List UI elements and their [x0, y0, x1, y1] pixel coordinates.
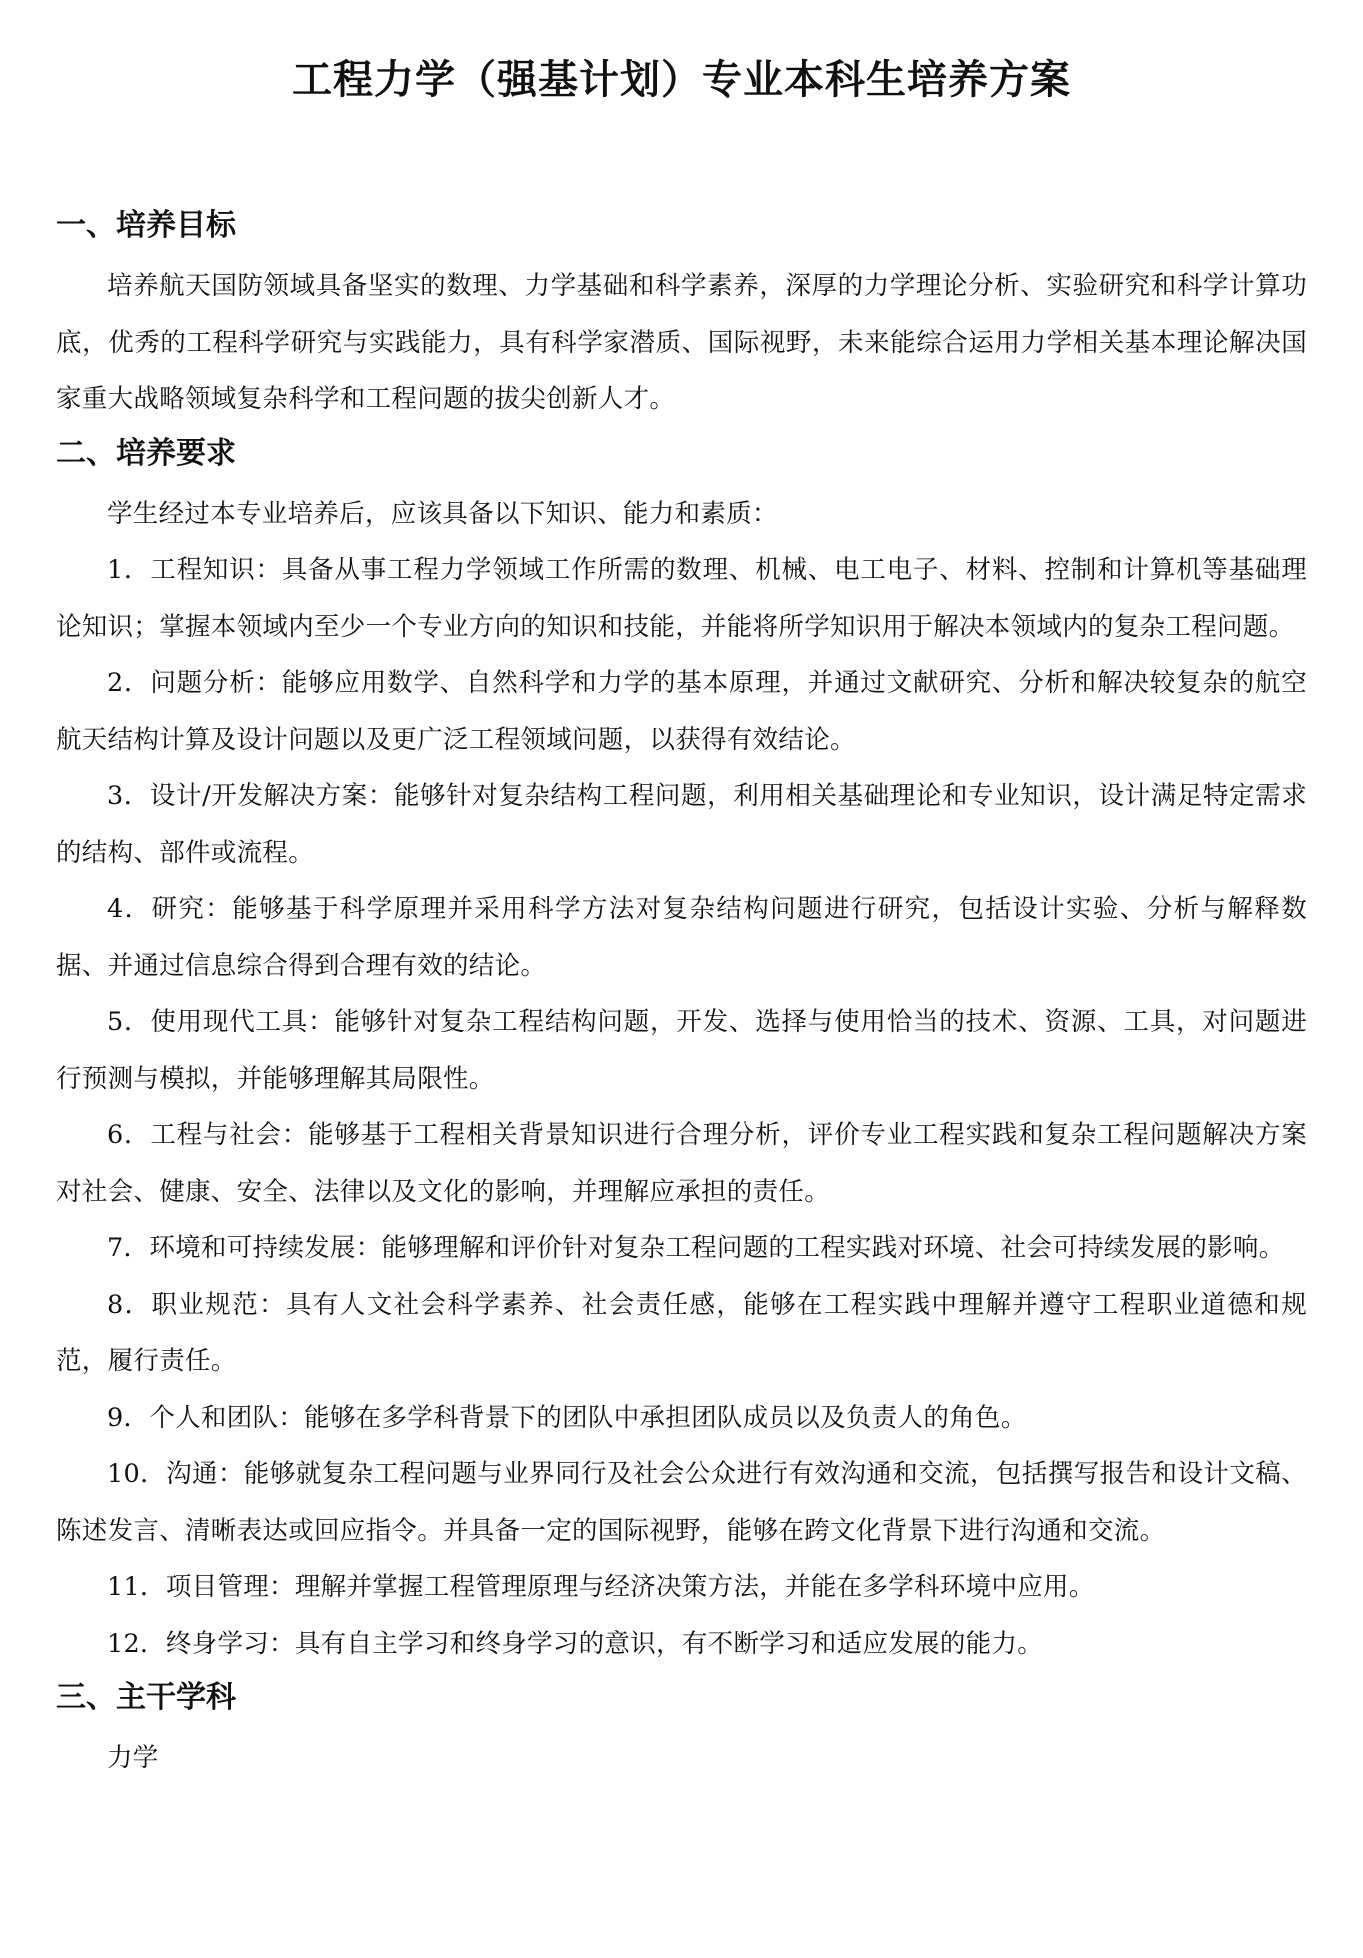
requirement-item-11: 11．项目管理：理解并掌握工程管理原理与经济决策方法，并能在多学科环境中应用。	[107, 1572, 1095, 1602]
section-heading-disciplines: 三、主干学科	[56, 1680, 236, 1715]
requirement-item-4: 4．研究：能够基于科学原理并采用科学方法对复杂结构问题进行研究，包括设计实验、分析与解释数据、并通过信息综合得到合理有效的结论。	[56, 894, 1307, 981]
section-objective	[56, 200, 1307, 428]
requirement-item-6: 6．工程与社会：能够基于工程相关背景知识进行合理分析，评价专业工程实践和复杂工程问题解决方案对社会、健康、安全、法律以及文化的影响，并理解应承担的责任。	[56, 1120, 1307, 1207]
section-heading-requirements: 二、培养要求	[56, 435, 236, 471]
requirement-item-8: 8．职业规范：具有人文社会科学素养、社会责任感，能够在工程实践中理解并遵守工程职业道德和规范，履行责任。	[56, 1289, 1307, 1376]
requirements-list	[56, 542, 1307, 1672]
objective-paragraph: 培养航天国防领域具备坚实的数理、力学基础和科学素养，深厚的力学理论分析、实验研究和科学计算功底，优秀的工程科学研究与实践能力，具有科学家潜质、国际视野，未来能综合运用力学相关基本理论解决国家重大战略领域复杂科学和工程问题的拔尖创新人才。	[56, 271, 1307, 414]
requirement-item-2: 2．问题分析：能够应用数学、自然科学和力学的基本原理，并通过文献研究、分析和解决较复杂的航空航天结构计算及设计问题以及更广泛工程领域问题，以获得有效结论。	[56, 668, 1307, 755]
document-title: 工程力学（强基计划）专业本科生培养方案	[292, 57, 1071, 103]
requirement-item-10: 10．沟通：能够就复杂工程问题与业界同行及社会公众进行有效沟通和交流，包括撰写报告和设计文稿、陈述发言、清晰表达或回应指令。并具备一定的国际视野，能够在跨文化背景下进行沟通和交流。	[56, 1459, 1307, 1546]
requirements-intro: 学生经过本专业培养后，应该具备以下知识、能力和素质：	[107, 498, 778, 529]
section-disciplines	[56, 1672, 1307, 1787]
section-heading-objective: 一、培养目标	[56, 208, 236, 243]
requirement-item-3: 3．设计/开发解决方案：能够针对复杂结构工程问题，利用相关基础理论和专业知识，设计满足特定需求的结构、部件或流程。	[56, 781, 1307, 868]
requirement-item-7: 7．环境和可持续发展：能够理解和评价针对复杂工程问题的工程实践对环境、社会可持续发展的影响。	[107, 1233, 1285, 1263]
requirement-item-9: 9．个人和团队：能够在多学科背景下的团队中承担团队成员以及负责人的角色。	[107, 1402, 1027, 1433]
requirement-item-12: 12．终身学习：具有自主学习和终身学习的意识，有不断学习和适应发展的能力。	[107, 1628, 1044, 1659]
disciplines-paragraph: 力学	[107, 1743, 159, 1773]
requirement-item-5: 5．使用现代工具：能够针对复杂工程结构问题，开发、选择与使用恰当的技术、资源、工具，对问题进行预测与模拟，并能够理解其局限性。	[56, 1007, 1307, 1094]
requirement-item-1: 1．工程知识：具备从事工程力学领域工作所需的数理、机械、电工电子、材料、控制和计算机等基础理论知识；掌握本领域内至少一个专业方向的知识和技能，并能将所学知识用于解决本领域内的复杂工程问题。	[56, 555, 1307, 642]
section-requirements	[56, 428, 1307, 1673]
